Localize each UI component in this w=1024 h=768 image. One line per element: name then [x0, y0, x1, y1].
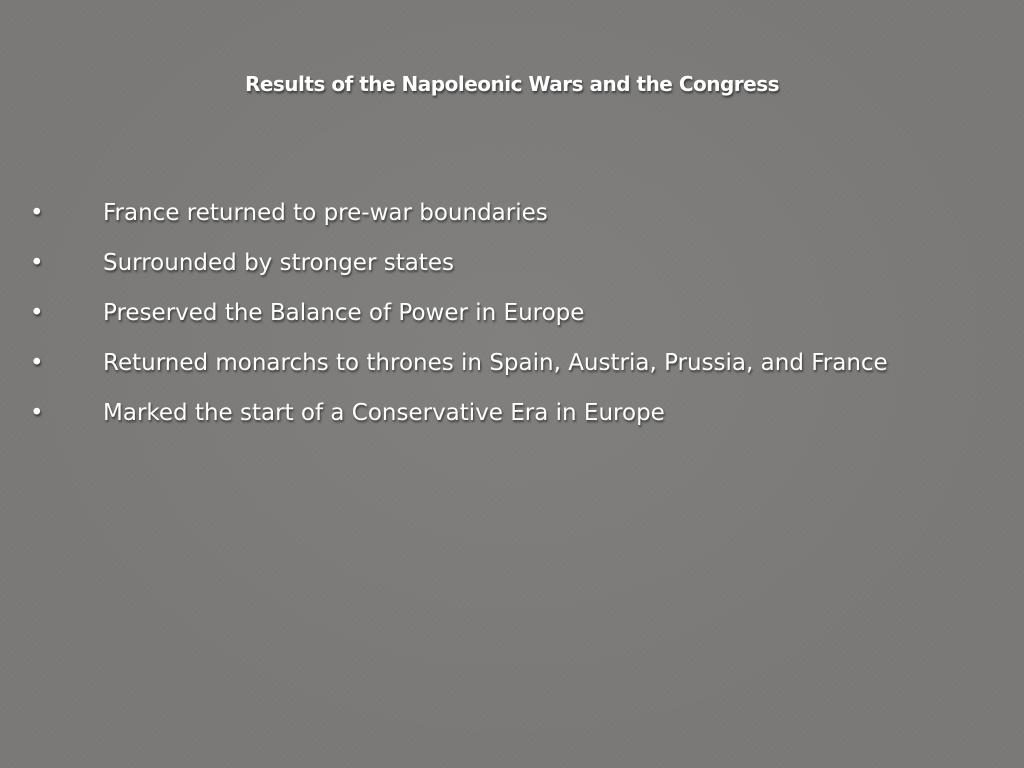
slide-title: Results of the Napoleonic Wars and the Congress: [244, 72, 780, 96]
bullet-text: Surrounded by stronger states: [103, 250, 454, 276]
bullet-text: Marked the start of a Conservative Era in Europe: [103, 400, 665, 426]
bullet-text: France returned to pre-war boundaries: [103, 200, 548, 226]
bullet-icon: •: [30, 300, 44, 326]
bullet-item-5: [30, 392, 1010, 442]
bullet-icon: •: [30, 200, 44, 226]
bullet-item-3: [30, 292, 1010, 342]
bullet-icon: •: [30, 400, 44, 426]
bullet-item-1: [30, 192, 1010, 242]
bullet-item-4: [30, 342, 1010, 392]
bullet-list: [30, 192, 1010, 442]
bullet-text: Preserved the Balance of Power in Europe: [103, 300, 585, 326]
bullet-icon: •: [30, 250, 44, 276]
bullet-icon: •: [30, 350, 44, 376]
bullet-item-2: [30, 242, 1010, 292]
bullet-text: Returned monarchs to thrones in Spain, Austria, Prussia, and France: [103, 350, 888, 376]
